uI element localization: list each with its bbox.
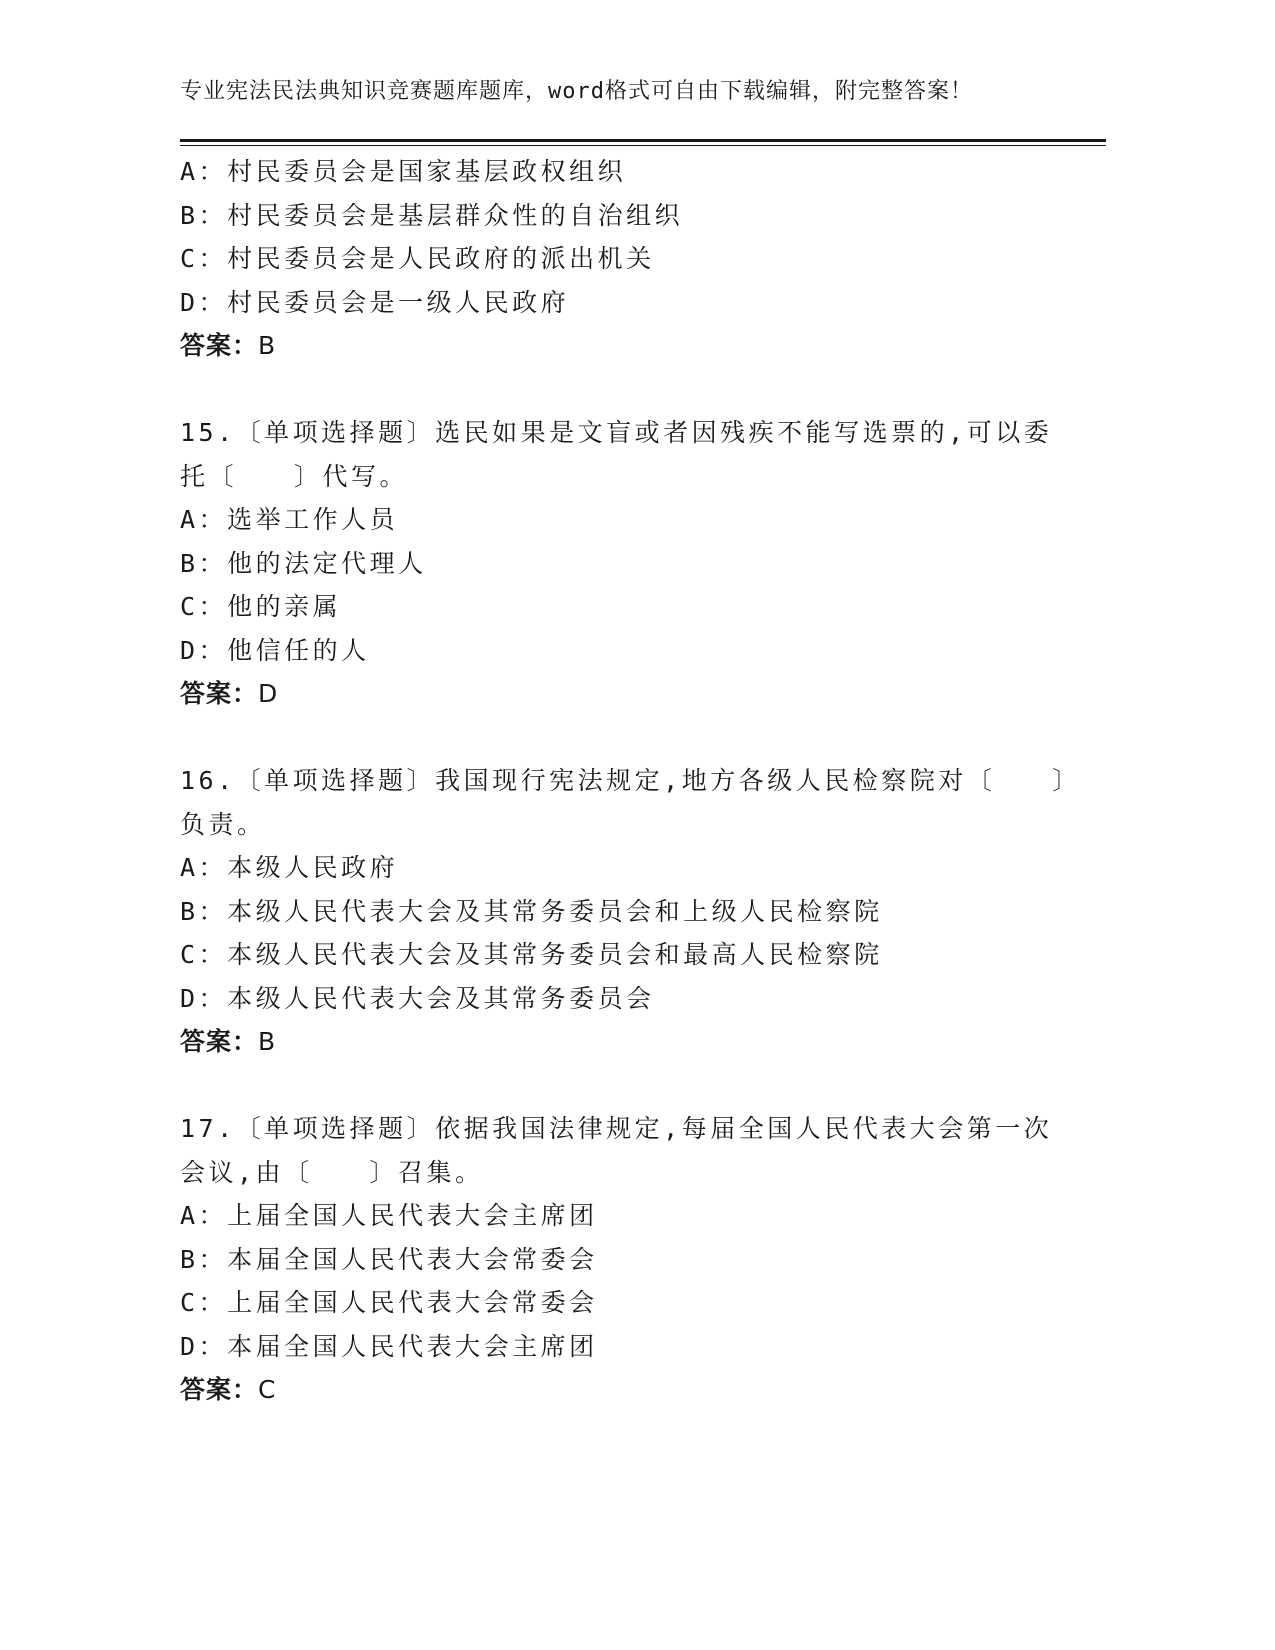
spacer xyxy=(180,368,1060,412)
option-a: A：本级人民政府 xyxy=(180,853,399,882)
question-17 xyxy=(180,1107,1060,1412)
question-stem-line-2: 会议,由〔 〕召集。 xyxy=(180,1157,484,1187)
header-rule-thin xyxy=(180,145,1106,146)
option-c: C：上届全国人民代表大会常委会 xyxy=(180,1288,598,1317)
answer-line: 答案：C xyxy=(180,1375,277,1404)
question-stem-line-1: 15.〔单项选择题〕选民如果是文盲或者因残疾不能写选票的,可以委 xyxy=(180,418,1053,447)
header-rule-thick xyxy=(180,139,1106,142)
option-c: C：本级人民代表大会及其常务委员会和最高人民检察院 xyxy=(180,940,883,969)
question-15 xyxy=(180,411,1060,716)
option-b: B：村民委员会是基层群众性的自治组织 xyxy=(180,200,684,230)
question-stem-line-1: 16.〔单项选择题〕我国现行宪法规定,地方各级人民检察院对〔 〕 xyxy=(180,766,1081,795)
option-d: D：他信任的人 xyxy=(180,635,370,665)
option-a: A：村民委员会是国家基层政权组织 xyxy=(180,157,627,186)
spacer xyxy=(180,716,1060,760)
answer-line: 答案：B xyxy=(180,1027,277,1056)
option-c: C：村民委员会是人民政府的派出机关 xyxy=(180,244,655,273)
option-b: B：本级人民代表大会及其常务委员会和上级人民检察院 xyxy=(180,896,883,926)
option-d: D：本级人民代表大会及其常务委员会 xyxy=(180,983,655,1013)
option-a: A：上届全国人民代表大会主席团 xyxy=(180,1201,598,1230)
question-stem-line-2: 托〔 〕代写。 xyxy=(180,461,409,491)
answer-line: 答案：B xyxy=(180,331,277,360)
question-16 xyxy=(180,759,1081,1064)
page-header: 专业宪法民法典知识竞赛题库题库，word格式可自由下载编辑，附完整答案！ xyxy=(180,79,973,104)
option-b: B：本届全国人民代表大会常委会 xyxy=(180,1244,598,1274)
question-stem-line-2: 负责。 xyxy=(180,809,266,839)
question-content xyxy=(180,150,1081,1412)
option-a: A：选举工作人员 xyxy=(180,505,399,534)
question-14 xyxy=(180,150,1060,368)
option-d: D：村民委员会是一级人民政府 xyxy=(180,287,570,317)
answer-line: 答案：D xyxy=(180,679,279,708)
option-c: C：他的亲属 xyxy=(180,592,342,621)
spacer xyxy=(180,1064,1060,1108)
question-stem-line-1: 17.〔单项选择题〕依据我国法律规定,每届全国人民代表大会第一次 xyxy=(180,1114,1053,1143)
option-b: B：他的法定代理人 xyxy=(180,548,427,578)
option-d: D：本届全国人民代表大会主席团 xyxy=(180,1331,598,1361)
